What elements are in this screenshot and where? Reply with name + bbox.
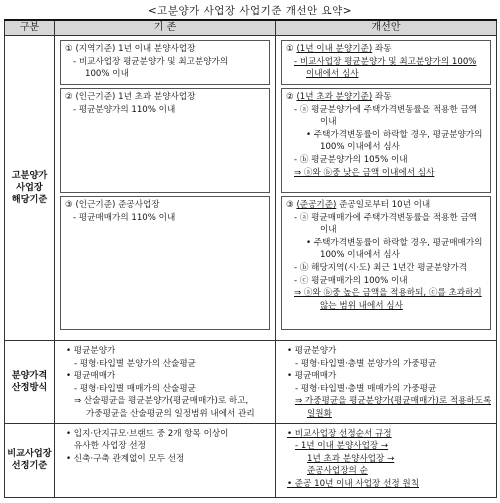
table-row [5, 36, 497, 341]
before-cell: • 평균분양가 - 평형·타입별 분양가의 산술평균 • 평균매매가 - 평형·타입별 매매가의 산술평균 ⇒ 산술평균을 평균분양가(평균매매가)로 하고, 가중평균을 산술평균의 일정범위 내에서 관리 [55, 341, 276, 424]
table-row [5, 341, 497, 424]
criteria-heading: (지역기준) 1년 이내 분양사업장 [75, 44, 196, 54]
after-cell [276, 36, 497, 341]
criteria-heading: (인근기준) 1년 초과 분양사업장 [75, 92, 196, 102]
before-cell [55, 36, 276, 341]
header-after: 개선안 [276, 20, 497, 36]
header-category: 구분 [5, 20, 55, 36]
criteria-box: ① (지역기준) 1년 이내 분양사업장 - 비교사업장 평균분양가 및 최고분양가의 100% 이내 [60, 40, 270, 85]
comparison-table [4, 19, 497, 498]
after-cell: • 평균분양가 - 평형·타입별·층별 분양가의 가중평균 • 평균매매가 - 평형·타입별·층별 매매가의 가중평균 ⇒ 가중평균을 평균분양가(평균매매가)로 적용하도록 일원화 [276, 341, 497, 424]
criteria-box: ② (인근기준) 1년 초과 분양사업장 - 평균분양가의 110% 이내 [60, 88, 270, 193]
criteria-heading: (준공기준) [296, 200, 337, 210]
result-line: ⇒ ⓐ와 ⓑ중 높은 금액을 적용하되, ⓒ를 초과하지 [294, 288, 482, 299]
criteria-heading: (1년 이내 분양기준) [296, 44, 373, 54]
category-cell: 고분양가 사업장 해당기준 [5, 36, 55, 341]
before-cell: • 입지·단지규모·브랜드 중 2개 항목 이상이 유사한 사업장 선정 • 신축·구축 관계없이 모두 선정 [55, 423, 276, 497]
page-title: <고분양가 사업장 사업기준 개선안 요약> [147, 5, 353, 17]
category-cell: 비교사업장 선정기준 [5, 423, 55, 497]
table-header-row [5, 20, 497, 36]
criteria-heading: (인근기준) 준공사업장 [75, 200, 160, 210]
criteria-box: ② (1년 초과 분양기준) 좌동 - ⓐ 평균분양가에 주택가격변동률을 적용한 금액 이내 • 주택가격변동률이 하락할 경우, 평균분양가의 100% 이내에서 심사 - ⓑ 평균분양가의 105% 이내 ⇒ ⓐ와 ⓑ중 낮은 금액 이내에서 심사 [281, 88, 491, 193]
criteria-heading: (1년 초과 분양기준) [296, 92, 373, 102]
result-line: ⇒ ⓐ와 ⓑ중 낮은 금액 이내에서 심사 [294, 167, 435, 178]
criteria-box: ③ (준공기준) 준공일로부터 10년 이내 - ⓐ 평균매매가에 주택가격변동률을 적용한 금액 이내 • 주택가격변동률이 하락할 경우, 평균매매가의 100% 이내에서 심사 - ⓑ 해당지역(시·도) 최근 1년간 평균분양가격 - ⓒ 평균매매가의 100% 이내 ⇒ ⓐ와 ⓑ중 높은 금액을 적용하되, ⓒ를 초과하지 않는 범위 내에서 심사 [281, 196, 491, 330]
after-cell: • 비교사업장 선정순서 규정 - 1년 이내 분양사업장 → 1년 초과 분양사업장 → 준공사업장의 순 • 준공 10년 이내 사업장 선정 원칙 [276, 423, 497, 497]
category-cell: 분양가격 산정방식 [5, 341, 55, 424]
table-row [5, 423, 497, 497]
result-line: ⇒ 가중평균을 평균분양가(평균매매가)로 적용하도록 [295, 396, 491, 407]
criteria-box: ① (1년 이내 분양기준) 좌동 - 비교사업장 평균분양가 및 최고분양가의 100% 이내에서 심사 [281, 40, 491, 85]
header-before: 기 존 [55, 20, 276, 36]
result-line: 않는 범위 내에서 심사 [320, 300, 403, 311]
result-line: 일원화 [307, 408, 332, 419]
criteria-box: ③ (인근기준) 준공사업장 - 평균매매가의 110% 이내 [60, 196, 270, 330]
